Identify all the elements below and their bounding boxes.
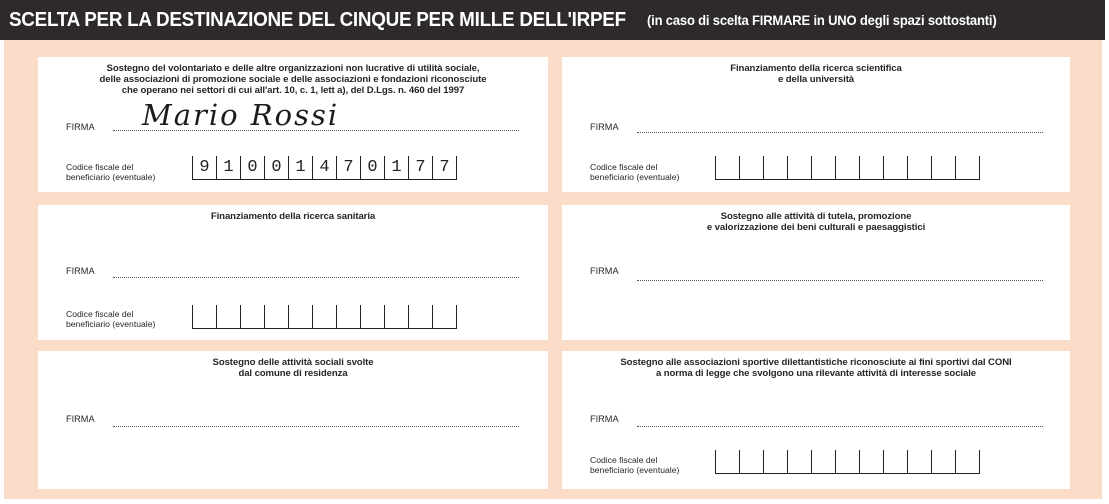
firma-signature-line[interactable]	[113, 426, 519, 427]
codice-fiscale-label-line: Codice fiscale del	[590, 455, 658, 465]
codice-fiscale-cell[interactable]	[313, 305, 337, 328]
panel-title	[562, 63, 1070, 85]
firma-signature-line[interactable]	[637, 426, 1043, 427]
firma-signature-line[interactable]	[637, 132, 1043, 133]
panel-associazioni-sportive	[562, 351, 1070, 489]
codice-fiscale-cell[interactable]	[764, 156, 788, 179]
codice-fiscale-cell[interactable]	[956, 450, 980, 473]
codice-fiscale-cell[interactable]	[812, 156, 836, 179]
panel-title-line: delle associazioni di promozione sociale e delle associazioni e fondazioni riconosciute	[99, 74, 487, 85]
codice-fiscale-label-line: Codice fiscale del	[66, 309, 134, 319]
codice-fiscale-cell[interactable]	[337, 305, 361, 328]
codice-fiscale-cell[interactable]: 7	[409, 156, 433, 179]
codice-fiscale-cell[interactable]	[908, 156, 932, 179]
codice-fiscale-label	[66, 309, 155, 329]
firma-signature-line[interactable]	[113, 277, 519, 278]
codice-fiscale-cell[interactable]	[764, 450, 788, 473]
codice-fiscale-cell[interactable]	[788, 156, 812, 179]
codice-fiscale-cell[interactable]	[860, 450, 884, 473]
firma-label: FIRMA	[590, 266, 619, 276]
panel-title-line: dal comune di residenza	[238, 368, 348, 379]
firma-label: FIRMA	[66, 414, 95, 424]
panel-title-line: a norma di legge che svolgono una rilevante attività di interesse sociale	[655, 368, 977, 379]
codice-fiscale-label-line: beneficiario (eventuale)	[590, 465, 680, 475]
codice-fiscale-cell[interactable]: 1	[385, 156, 409, 179]
codice-fiscale-label-line: Codice fiscale del	[66, 162, 134, 172]
codice-fiscale-cell[interactable]	[241, 305, 265, 328]
firma-signature-line[interactable]	[637, 280, 1043, 281]
panel-title	[38, 357, 548, 379]
codice-fiscale-boxes[interactable]	[192, 156, 457, 180]
codice-fiscale-cell[interactable]: 0	[241, 156, 265, 179]
codice-fiscale-cell[interactable]	[716, 450, 740, 473]
panel-title-line: che operano nei settori di cui all'art. 10, c. 1, lett a), del D.Lgs. n. 460 del 1997	[121, 85, 465, 96]
codice-fiscale-cell[interactable]	[740, 156, 764, 179]
panel-title-line: Sostegno alle associazioni sportive dilettantistiche riconosciute ai fini sportivi dal CONI	[620, 357, 1012, 368]
codice-fiscale-cell[interactable]	[716, 156, 740, 179]
panel-title	[562, 211, 1070, 233]
codice-fiscale-cell[interactable]: 9	[193, 156, 217, 179]
codice-fiscale-cell[interactable]	[217, 305, 241, 328]
panel-title-line: Finanziamento della ricerca scientifica	[730, 63, 902, 74]
codice-fiscale-cell[interactable]	[956, 156, 980, 179]
codice-fiscale-cell[interactable]: 1	[289, 156, 313, 179]
codice-fiscale-cell[interactable]: 4	[313, 156, 337, 179]
form-header	[0, 0, 1105, 40]
codice-fiscale-label-line: beneficiario (eventuale)	[66, 319, 156, 329]
codice-fiscale-label	[590, 455, 679, 475]
codice-fiscale-cell[interactable]	[409, 305, 433, 328]
panel-title-line: Sostegno alle attività di tutela, promozione	[720, 211, 912, 222]
codice-fiscale-label-line: Codice fiscale del	[590, 162, 658, 172]
codice-fiscale-cell[interactable]	[932, 156, 956, 179]
codice-fiscale-cell[interactable]	[265, 305, 289, 328]
firma-label: FIRMA	[590, 122, 619, 132]
panel-title-line: Finanziamento della ricerca sanitaria	[210, 211, 376, 222]
codice-fiscale-label-line: beneficiario (eventuale)	[590, 172, 680, 182]
codice-fiscale-boxes[interactable]	[715, 156, 980, 180]
panel-title-line: Sostegno del volontariato e delle altre organizzazioni non lucrative di utilità sociale,	[106, 63, 480, 74]
codice-fiscale-label-line: beneficiario (eventuale)	[66, 172, 156, 182]
codice-fiscale-boxes[interactable]	[715, 450, 980, 474]
panel-title	[38, 63, 548, 96]
codice-fiscale-cell[interactable]	[361, 305, 385, 328]
codice-fiscale-cell[interactable]: 0	[361, 156, 385, 179]
firma-label: FIRMA	[66, 122, 95, 132]
codice-fiscale-cell[interactable]: 1	[217, 156, 241, 179]
codice-fiscale-cell[interactable]	[836, 450, 860, 473]
codice-fiscale-cell[interactable]	[908, 450, 932, 473]
panel-title-line: Sostegno delle attività sociali svolte	[212, 357, 374, 368]
panel-ricerca-scientifica	[562, 57, 1070, 192]
codice-fiscale-label	[66, 162, 155, 182]
panel-attivita-sociali-comune	[38, 351, 548, 489]
form-subtitle: (in caso di scelta FIRMARE in UNO degli spazi sottostanti)	[647, 12, 997, 28]
codice-fiscale-cell[interactable]	[812, 450, 836, 473]
panel-volontariato	[38, 57, 548, 192]
panel-title-line: e della università	[777, 74, 855, 85]
panel-title	[38, 211, 548, 222]
codice-fiscale-label	[590, 162, 679, 182]
codice-fiscale-cell[interactable]: 0	[265, 156, 289, 179]
codice-fiscale-cell[interactable]	[884, 450, 908, 473]
panel-title-line: e valorizzazione dei beni culturali e paesaggistici	[706, 222, 926, 233]
codice-fiscale-cell[interactable]	[433, 305, 457, 328]
panel-title	[562, 357, 1070, 379]
codice-fiscale-cell[interactable]	[860, 156, 884, 179]
codice-fiscale-cell[interactable]	[289, 305, 313, 328]
form-title: SCELTA PER LA DESTINAZIONE DEL CINQUE PER MILLE DELL'IRPEF	[9, 8, 626, 31]
codice-fiscale-cell[interactable]	[932, 450, 956, 473]
codice-fiscale-cell[interactable]	[193, 305, 217, 328]
codice-fiscale-cell[interactable]: 7	[337, 156, 361, 179]
codice-fiscale-cell[interactable]	[836, 156, 860, 179]
codice-fiscale-cell[interactable]	[884, 156, 908, 179]
firma-label: FIRMA	[590, 414, 619, 424]
firma-label: FIRMA	[66, 266, 95, 276]
codice-fiscale-cell[interactable]	[788, 450, 812, 473]
panel-ricerca-sanitaria	[38, 205, 548, 340]
codice-fiscale-cell[interactable]	[385, 305, 409, 328]
codice-fiscale-cell[interactable]	[740, 450, 764, 473]
panel-beni-culturali	[562, 205, 1070, 340]
codice-fiscale-cell[interactable]: 7	[433, 156, 457, 179]
codice-fiscale-boxes[interactable]	[192, 305, 457, 329]
signature: Mario Rossi	[142, 98, 340, 132]
